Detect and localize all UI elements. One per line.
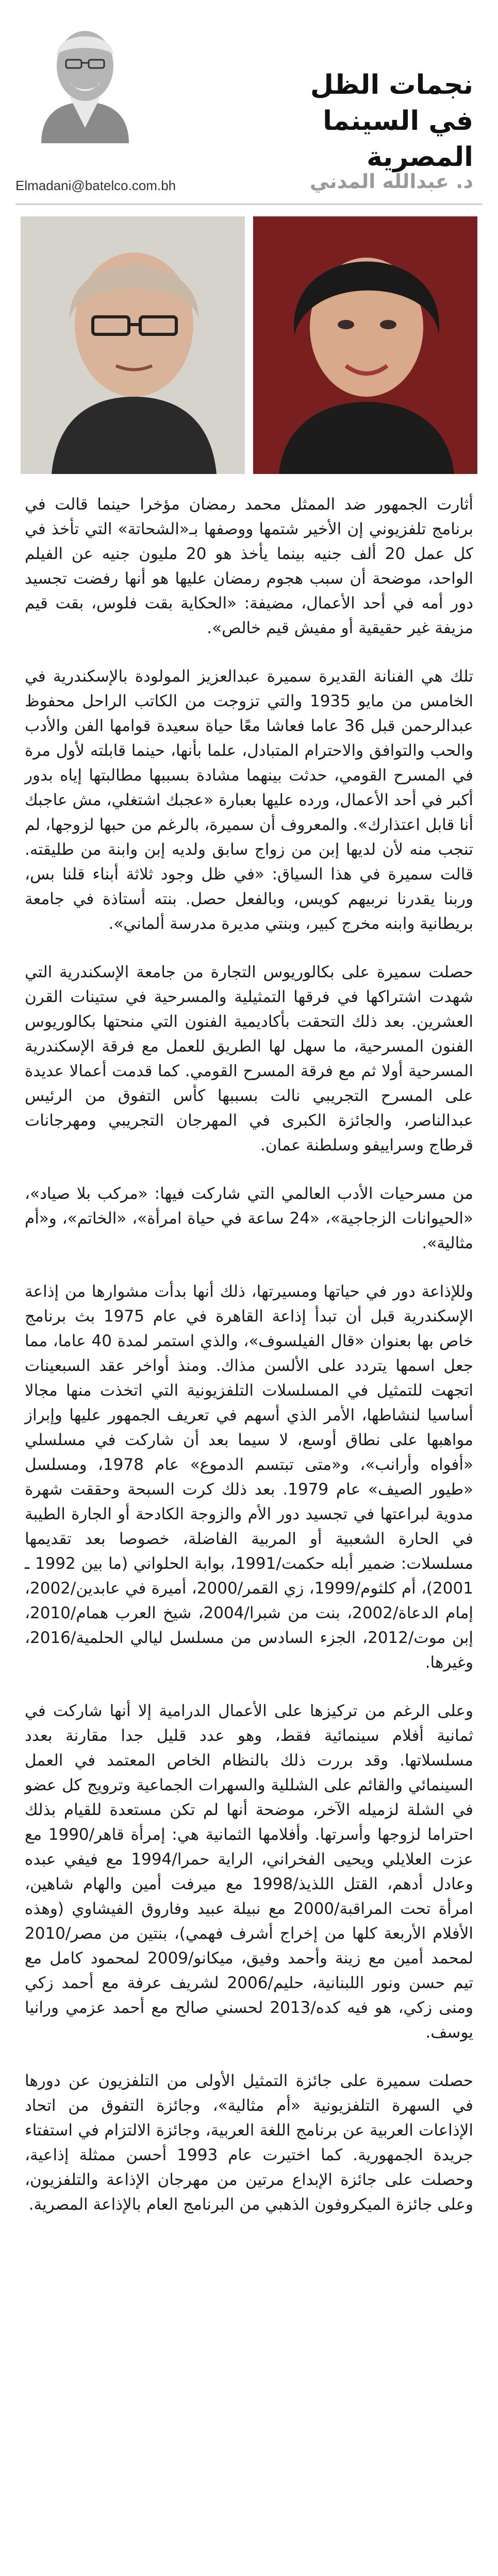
article-body — [25, 492, 473, 2241]
actress-portrait-icon — [21, 216, 245, 474]
header-divider — [15, 204, 483, 205]
author-name: د. عبدالله المدني — [309, 170, 473, 193]
column-title-line1: نجمات الظل — [310, 70, 473, 100]
article-paragraph: حصلت سميرة على بكالوريوس التجارة من جامعة الإسكندرية التي شهدت اشتراكها في فرقها التمثيلية والمسرحية في ستينات القرن العشرين. بعد ذلك التحقت بأكاديمية الفنون التي منحتها بكالوريوس الفنون المسرحية، ما سهل لها الطريق للعمل مع فرقة الإسكندرية المسرحية أولا ثم مع فرقة المسرح القومي. كما قدمت أعمالا عديدة على المسرح التجريبي نالت بسببها كأس التفوق من الرئيس عبدالناصر، والجائزة الكبرى في المهرجان التجريبي ومهرجانات قرطاج وسراييفو وسلطنة عمان. — [25, 963, 473, 1155]
article-paragraph: من مسرحيات الأدب العالمي التي شاركت فيها: «مركب بلا صياد»، «الحيوانات الزجاجية»، «24 ساعة في حياة امرأة»، «الخاتم»، و«أم مثالية». — [25, 1184, 473, 1252]
actress-portrait-icon — [253, 216, 477, 474]
author-email[interactable]: Elmadani@batelco.com.bh — [15, 178, 176, 193]
author-portrait-icon — [21, 9, 150, 143]
actress-photo-left — [21, 216, 245, 474]
column-header — [0, 0, 498, 196]
article-paragraph: وعلى الرغم من تركيزها على الأعمال الدرامية إلا أنها شاركت في ثمانية أفلام سينمائية فقط، وهو عدد قليل جدا مقارنة بعدد مسلسلاتها. وقد بررت ذلك بالنظام الخاص المعتمد في العمل السينمائي والقائم على الشللية والسهرات الجماعية وترويج كل عضو في الشلة لزميله الآخر، موضحة أنها لم تكن مستعدة للقيام بذلك احتراما لزوجها وأسرتها. وأفلامها الثمانية هي: إمرأة قاهر/1990 مع عزت العلايلي ويحيى الفخراني، الراية حمرا/1994 مع فيفي عبده وعادل أدهم، القتل اللذيذ/1998 مع ميرفت أمين والهام شاهين، امرأة تحت المراقبة/2000 مع نبيلة عبيد وفاروق الفيشاوي (وهذه الأفلام الأربعة كلها من إخراج أشرف فهمي)، بنتين من مصر/2010 لمحمد أمين مع زينة وأحمد وفيق، ميكانو/2009 لمحمود كامل مع تيم حسن ونور اللبنانية، حليم/2006 لشريف عرفة مع أحمد زكي ومنى زكي، هو فيه كده/2013 لحسني صالح مع أحمد عزمي ورانيا يوسف. — [25, 1702, 474, 2042]
article-paragraph: وللإذاعة دور في حياتها ومسيرتها، ذلك أنها بدأت مشوارها من إذاعة الإسكندرية قبل أن تبدأ إذاعة القاهرة في عام 1975 بث برنامج خاص بها بعنوان «قال الفيلسوف»، والذي استمر لمدة 40 عاما، مما جعل اسمها يتردد على الألسن مذاك. ومنذ أواخر عقد السبعينات اتجهت للتمثيل في المسلسلات التلفزيونية التي اتخذت منها مجالا أساسيا لنشاطها، الأمر الذي أسهم في تعريف الجمهور عليها وإبراز مواهبها على نطاق أوسع، لا سيما بعد أن شاركت في مسلسلي «أفواه وأرانب»، و«متى تبتسم الدموع» عام 1978، ومسلسل «طيور الصيف» عام 1979. بعد ذلك كرت السبحة وحققت شهرة مدوية لبراعتها في تجسيد دور الأم والزوجة الكادحة أو الجارة الطيبة في الحارة الشعبية أو المربية الفاضلة، خصوصا بعد تقديمها مسلسلات: ضمير أبله حكمت/1991، بوابة الحلواني (ما بين 1992 ـ 2001)، أم كلثوم/1999، زي القمر/2000، أميرة في عابدين/2002، إمام الدعاة/2002، بنت من شبرا/2004، شيخ العرب همام/2010، إبن موت/2012، الجزء السادس من مسلسل ليالي الحلمية/2016، وغيرها. — [25, 1282, 474, 1672]
article-paragraph: حصلت سميرة على جائزة التمثيل الأولى من التلفزيون عن دورها في السهرة التلفزيونية «أم مثالية»، وجائزة التفوق من اتحاد الإذاعات العربية عن برنامج اللغة العربية، وجائزة الالتزام في استفتاء جريدة الجمهورية. كما اختيرت عام 1993 أحسن ممثلة إذاعية، وحصلت على جائزة الإبداع مرتين من مهرجان الإذاعة والتلفزيون، وعلى جائزة الميكروفون الذهبي من البرنامج العام بالإذاعة المصرية. — [25, 2072, 473, 2214]
actress-photo-right — [253, 216, 477, 474]
article-paragraph: تلك هي الفنانة القديرة سميرة عبدالعزيز المولودة بالإسكندرية في الخامس من مايو 1935 والتي تزوجت من الكاتب الراحل محفوظ عبدالرحمن قبل 36 عاما فعاشا معًا حياة سعيدة قوامها الفن والأدب والحب والتوافق والاحترام المتبادل، علما بأنها، حينما قابلته لأول مرة في المسرح القومي، حدثت بينهما مشادة بسببها مطالبتها إياه بدور أكبر في أحد الأعمال، ورده عليها بعبارة «عجبك اشتغلي، مش عاجبك أنا قابل اعتذارك». والمعروف أن سميرة، بالرغم من حبها لزوجها، لم تنجب منه لأن لديها إبن من زواج سابق ولديه إبن وابنة من طليقته. قالت سميرة في هذا السياق: «في ظل وجود ثلاثة أبناء قلنا بس، وربنا يقدرنا نربيهم كويس، وبالفعل حصل. بنته أستاذة في جامعة بريطانية وابنه مخرج كبير، وبنتي مديرة مدرسة ألماني». — [25, 667, 473, 933]
column-title-line2: في السينما المصرية — [323, 106, 473, 173]
article-photos — [21, 216, 477, 474]
column-title — [308, 67, 473, 175]
article-paragraph: أثارت الجمهور ضد الممثل محمد رمضان مؤخرا حينما قالت في برنامج تلفزيوني إن الأخير شتمها ووصفها بـ«الشحاتة» التي تأخذ في كل عمل 20 ألف جنيه بينما يأخذ هو 20 مليون جنيه عن الفيلم الواحد، موضحة أن سبب هجوم رمضان عليها هو أنها رفضت تجسيد دور أمه في أحد الأعمال، مضيفة: «الحكاية بقت فلوس، بقت قيم مزيفة غير حقيقية أو مفيش قيم خالص». — [25, 495, 473, 637]
